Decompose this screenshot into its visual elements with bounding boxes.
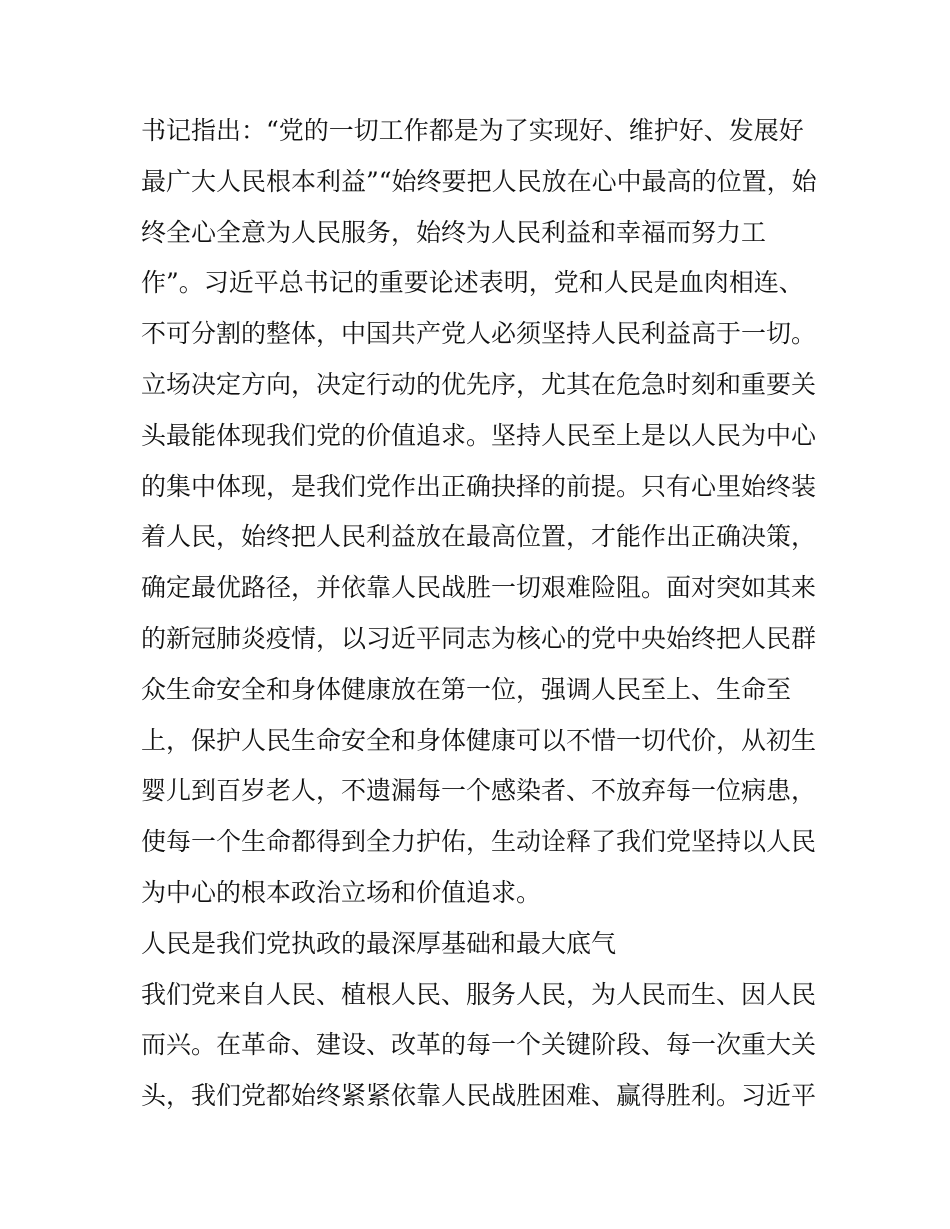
- text-line: 着人民，始终把人民利益放在最高位置，才能作出正确决策，: [141, 522, 817, 552]
- text-line: 使每一个生命都得到全力护佑，生动诠释了我们党坚持以人民: [141, 827, 817, 857]
- text-line: 众生命安全和身体健康放在第一位，强调人民至上、生命至: [141, 674, 792, 704]
- text-line: 而兴。在革命、建设、改革的每一个关键阶段、每一次重大关: [141, 1030, 817, 1060]
- text-line: 不可分割的整体，中国共产党人必须坚持人民利益高于一切。: [141, 319, 817, 349]
- text-line: 我们党来自人民、植根人民、服务人民，为人民而生、因人民: [141, 979, 817, 1009]
- text-line: 立场决定方向，决定行动的优先序，尤其在危急时刻和重要关: [141, 369, 817, 399]
- text-line: 上，保护人民生命安全和身体健康可以不惜一切代价，从初生: [141, 725, 817, 755]
- body-text: [141, 106, 821, 1122]
- section-heading: 人民是我们党执政的最深厚基础和最大底气: [141, 928, 617, 958]
- text-line: 作”。习近平总书记的重要论述表明，党和人民是血肉相连、: [141, 268, 804, 298]
- text-line: 为中心的根本政治立场和价值追求。: [141, 877, 542, 907]
- text-line: 书记指出：“党的一切工作都是为了实现好、维护好、发展好: [141, 116, 804, 145]
- text-line: 的新冠肺炎疫情，以习近平同志为核心的党中央始终把人民群: [141, 623, 817, 653]
- text-line: 最广大人民根本利益”“始终要把人民放在心中最高的位置，始: [141, 166, 817, 196]
- text-line: 头，我们党都始终紧紧依靠人民战胜困难、赢得胜利。习近平: [141, 1081, 817, 1111]
- text-line: 头最能体现我们党的价值追求。坚持人民至上是以人民为中心: [141, 420, 817, 450]
- text-line: 婴儿到百岁老人，不遗漏每一个感染者、不放弃每一位病患，: [141, 776, 817, 806]
- text-line: 终全心全意为人民服务，始终为人民利益和幸福而努力工: [141, 217, 767, 247]
- text-line: 的集中体现，是我们党作出正确抉择的前提。只有心里始终装: [141, 471, 817, 501]
- text-line: 确定最优路径，并依靠人民战胜一切艰难险阻。面对突如其来: [141, 573, 817, 603]
